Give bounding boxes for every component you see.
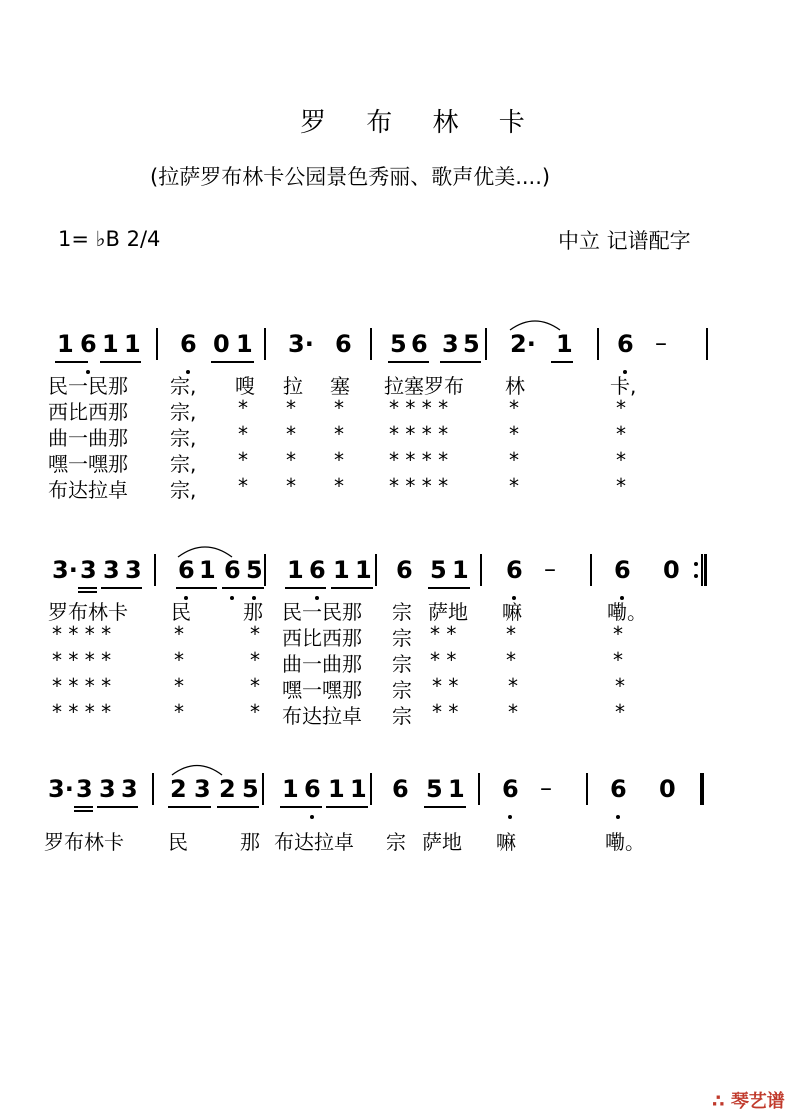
lyric: * xyxy=(508,674,518,698)
note: 1 xyxy=(452,556,469,584)
key-signature: 1= ♭B 2/4 xyxy=(58,227,161,251)
lyric: * xyxy=(174,648,184,672)
note: 6 xyxy=(224,556,241,584)
lyric: * xyxy=(334,448,344,472)
lyric: 嘞。 xyxy=(605,830,645,854)
note: 1 xyxy=(448,775,465,803)
note: 6 xyxy=(617,330,634,358)
lyric: 宗, xyxy=(170,452,197,476)
lyric: * * * * xyxy=(389,396,449,420)
lyric: * xyxy=(506,648,516,672)
lyric: 民 xyxy=(171,600,191,624)
lyric: * xyxy=(238,422,248,446)
lyric: 布达拉卓 xyxy=(282,704,362,728)
lyric: 卡, xyxy=(610,374,637,398)
note: 6 xyxy=(614,556,631,584)
dash-mark: – xyxy=(544,555,556,583)
credit: 中立 记谱配字 xyxy=(558,229,691,253)
lyric: * xyxy=(615,700,625,724)
note: 1 xyxy=(328,775,345,803)
lyric: 宗, xyxy=(170,426,197,450)
note: 0 xyxy=(663,556,680,584)
lyric: 萨地 xyxy=(422,830,462,854)
note: 0 xyxy=(659,775,676,803)
note: 6 xyxy=(309,556,326,584)
note: 3 xyxy=(99,775,116,803)
lyric: * * * * xyxy=(389,474,449,498)
lyric: * xyxy=(613,622,623,646)
lyric: 罗布林卡 xyxy=(48,600,128,624)
lyric: 拉 xyxy=(283,374,303,398)
note: 1 xyxy=(556,330,573,358)
lyric: * * * * xyxy=(52,622,112,646)
lyric: * xyxy=(509,422,519,446)
lyric: 塞 xyxy=(330,374,350,398)
slur xyxy=(178,547,232,557)
lyric: 曲一曲那 xyxy=(282,652,362,676)
lyric: * xyxy=(250,648,260,672)
lyric: * xyxy=(616,422,626,446)
note: 1 xyxy=(350,775,367,803)
lyric: 拉塞罗布 xyxy=(384,374,464,398)
lyric: * xyxy=(616,448,626,472)
lyric: * xyxy=(286,396,296,420)
note: 3 xyxy=(194,775,211,803)
dash-mark: – xyxy=(655,329,667,357)
lyric: * xyxy=(286,448,296,472)
lyric: 宗 xyxy=(392,652,412,676)
note: 2· xyxy=(510,330,536,358)
note: 3 xyxy=(125,556,142,584)
lyric: 萨地 xyxy=(428,600,468,624)
lyric: 宗, xyxy=(170,478,197,502)
lyric: 曲一曲那 xyxy=(48,426,128,450)
note: 5 xyxy=(430,556,447,584)
lyric: 西比西那 xyxy=(282,626,362,650)
lyric: 嘛 xyxy=(502,600,522,624)
note: 3 xyxy=(80,556,97,584)
lyric: * xyxy=(238,448,248,472)
lyric: * * * * xyxy=(389,422,449,446)
note: 1 xyxy=(102,330,119,358)
lyric: * * xyxy=(430,648,457,672)
logo-icon: ∴ xyxy=(712,1091,725,1112)
note: 1 xyxy=(355,556,372,584)
note: 6 xyxy=(502,775,519,803)
lyric: * xyxy=(334,396,344,420)
dash-mark: – xyxy=(540,774,552,802)
lyric: 宗 xyxy=(392,678,412,702)
note: 5 xyxy=(426,775,443,803)
lyric: * xyxy=(250,622,260,646)
lyric: 宗, xyxy=(170,400,197,424)
lyric: * xyxy=(509,396,519,420)
note: 3 xyxy=(442,330,459,358)
note: 3· xyxy=(48,775,74,803)
lyric: * xyxy=(334,474,344,498)
lyric: * xyxy=(613,648,623,672)
lyric: * xyxy=(616,474,626,498)
note: 6 xyxy=(80,330,97,358)
lyric: 民 xyxy=(168,830,188,854)
lyric: * xyxy=(286,422,296,446)
lyric: * xyxy=(509,474,519,498)
lyric: 嘿一嘿那 xyxy=(48,452,128,476)
subtitle: (拉萨罗布林卡公园景色秀丽、歌声优美....) xyxy=(150,165,551,189)
lyric: * * * * xyxy=(52,700,112,724)
note: 3 xyxy=(121,775,138,803)
note: 6 xyxy=(335,330,352,358)
note: 6 xyxy=(304,775,321,803)
note: 1 xyxy=(57,330,74,358)
note: 6 xyxy=(396,556,413,584)
lyric: 民一民那 xyxy=(48,374,128,398)
note: 1 xyxy=(333,556,350,584)
lyric: * xyxy=(508,700,518,724)
lyric: 嘞。 xyxy=(607,600,647,624)
lyric: 布达拉卓 xyxy=(274,830,354,854)
lyric: * xyxy=(286,474,296,498)
page-title: 罗 布 林 卡 xyxy=(300,108,541,138)
note: 1 xyxy=(236,330,253,358)
lyric: * xyxy=(250,674,260,698)
note: 0 xyxy=(213,330,230,358)
note: 6 xyxy=(506,556,523,584)
lyric: * xyxy=(174,700,184,724)
note: 1 xyxy=(287,556,304,584)
lyric: 嗖 xyxy=(235,374,255,398)
lyric: 宗 xyxy=(392,600,412,624)
slur xyxy=(510,321,560,330)
lyric: * * xyxy=(430,622,457,646)
note: 5 xyxy=(242,775,259,803)
lyric: 宗 xyxy=(392,704,412,728)
lyric: * xyxy=(509,448,519,472)
note: 2 xyxy=(170,775,187,803)
note: 5 xyxy=(463,330,480,358)
lyric: 那 xyxy=(240,830,260,854)
lyric: 林 xyxy=(505,374,525,398)
note: 6 xyxy=(178,556,195,584)
lyric: 宗, xyxy=(170,374,197,398)
lyric: * * xyxy=(432,700,459,724)
note: 3· xyxy=(288,330,314,358)
lyric: 西比西那 xyxy=(48,400,128,424)
note: 1 xyxy=(199,556,216,584)
lyric: * xyxy=(174,674,184,698)
note: 6 xyxy=(392,775,409,803)
lyric: 嘛 xyxy=(496,830,516,854)
lyric: * xyxy=(238,474,248,498)
lyric: * xyxy=(615,674,625,698)
note: 3· xyxy=(52,556,78,584)
note: 1 xyxy=(282,775,299,803)
note: 3 xyxy=(76,775,93,803)
lyric: 宗 xyxy=(392,626,412,650)
lyric: 罗布林卡 xyxy=(44,830,124,854)
lyric: 那 xyxy=(243,600,263,624)
lyric: 布达拉卓 xyxy=(48,478,128,502)
lyric: 嘿一嘿那 xyxy=(282,678,362,702)
note: 5 xyxy=(390,330,407,358)
lyric: 宗 xyxy=(386,830,406,854)
note: 5 xyxy=(246,556,263,584)
lyric: * * * * xyxy=(389,448,449,472)
lyric: * xyxy=(238,396,248,420)
lyric: * xyxy=(250,700,260,724)
lyric: * * * * xyxy=(52,648,112,672)
slur xyxy=(172,766,222,776)
note: 6 xyxy=(180,330,197,358)
watermark-logo xyxy=(712,1087,785,1113)
note: 6 xyxy=(610,775,627,803)
lyric: * xyxy=(506,622,516,646)
note: 1 xyxy=(124,330,141,358)
note: 2 xyxy=(219,775,236,803)
lyric: * * xyxy=(432,674,459,698)
lyric: * xyxy=(174,622,184,646)
note: 3 xyxy=(103,556,120,584)
lyric: * * * * xyxy=(52,674,112,698)
lyric: * xyxy=(334,422,344,446)
watermark-text: 琴艺谱 xyxy=(730,1091,785,1112)
lyric: * xyxy=(616,396,626,420)
lyric: 民一民那 xyxy=(282,600,362,624)
note: 6 xyxy=(411,330,428,358)
